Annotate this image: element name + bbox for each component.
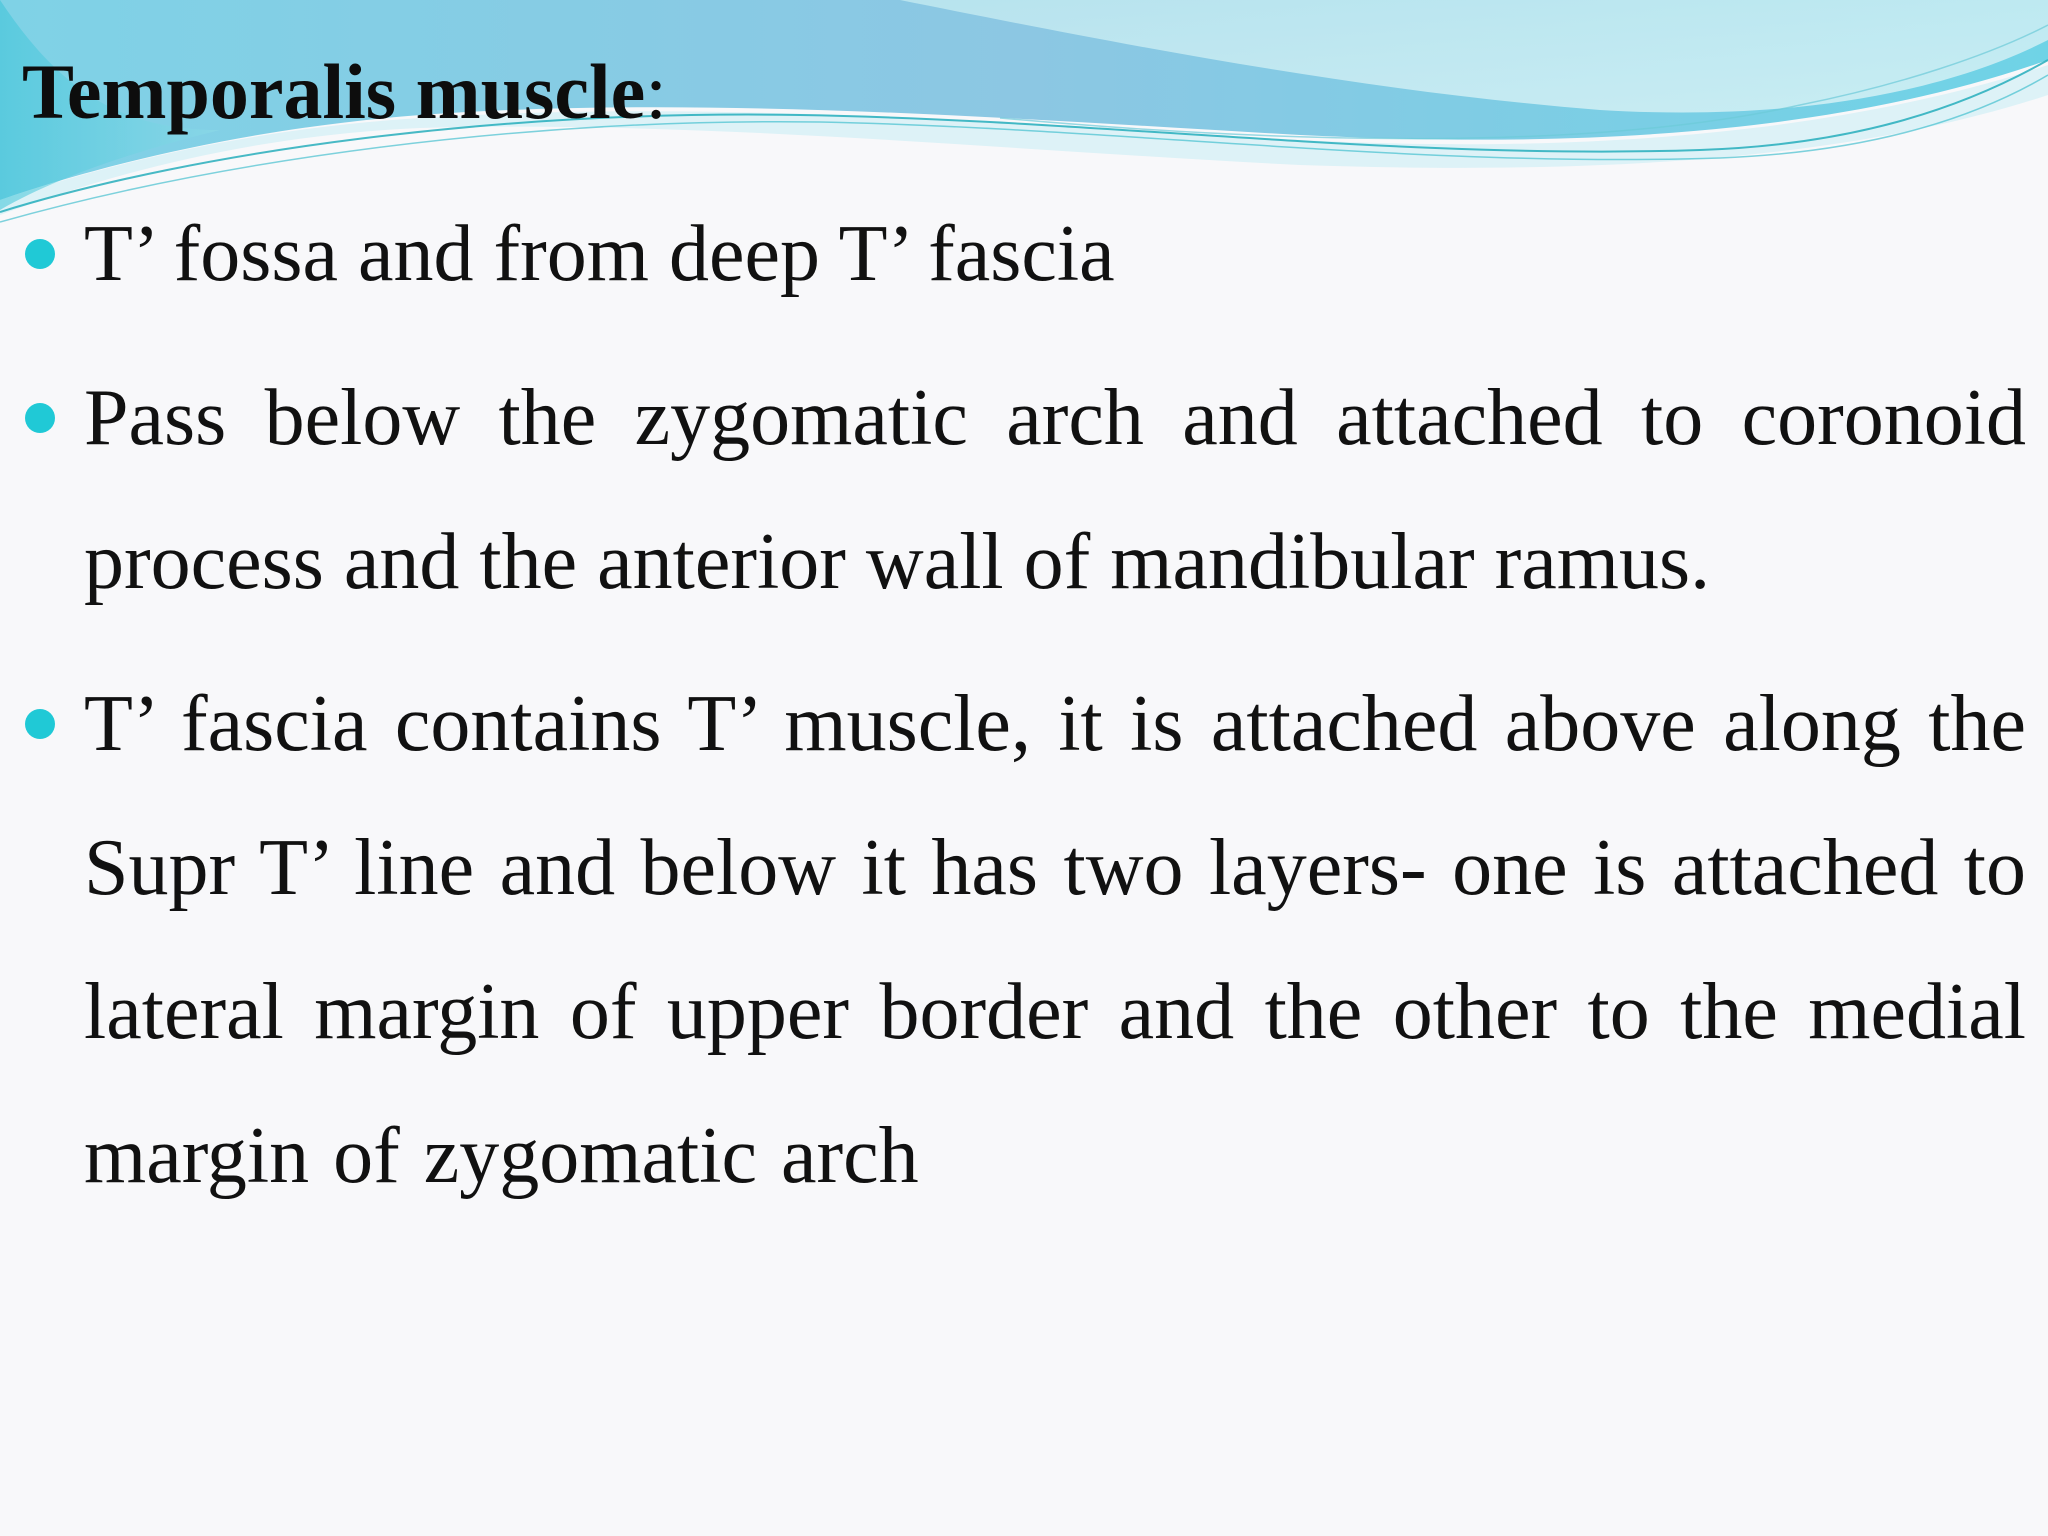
bullet-text: T’ fossa and from deep T’ fascia [84,210,1115,298]
bullet-dot-icon [25,403,55,433]
slide-title [22,42,667,142]
bullet-dot-icon [25,239,55,269]
bullet-dot-icon [25,709,55,739]
slide-title-suffix: : [645,48,667,135]
bullet-item [84,652,2026,1228]
bullet-item [84,346,2026,634]
bullet-text: Pass below the zygomatic arch and attached to coronoid process and the anterior wall of mandibular ramus. [84,374,2026,606]
bullet-item [84,182,2026,326]
slide-title-bold: Temporalis muscle [22,48,646,135]
bullet-text: T’ fascia contains T’ muscle, it is attached above along the Supr T’ line and below it has two layers- one is attached to lateral margin of upper border and the other to the medial margin of zygomatic arch [84,680,2026,1200]
